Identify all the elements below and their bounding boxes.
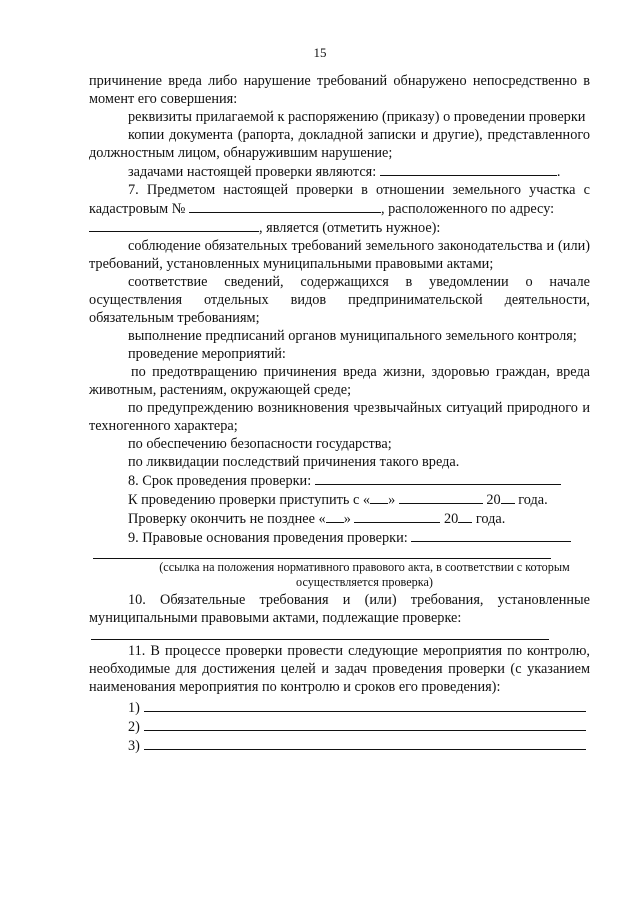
end-century: 20 xyxy=(444,511,459,527)
option-land-law-compliance: соблюдение обязательных требований земельного законодательства и (или) требований, установленных муниципальными правовыми актами; xyxy=(89,238,590,272)
end-month-blank xyxy=(354,509,440,523)
term-blank xyxy=(315,471,561,485)
option-measures-heading: проведение мероприятий: xyxy=(128,346,286,362)
cadastral-number-blank xyxy=(189,199,381,213)
legal-basis-rule xyxy=(93,558,551,559)
start-day-blank xyxy=(370,490,388,504)
section-8-start-date xyxy=(89,490,590,509)
document-body xyxy=(89,72,590,755)
measure-number-3: 3) xyxy=(128,738,140,754)
start-month-blank xyxy=(399,490,483,504)
start-date-label: К проведению проверки приступить с « xyxy=(128,492,371,508)
section-7-choose-label: , является (отметить нужное): xyxy=(259,220,441,236)
paragraph-inspection-tasks: задачами настоящей проверки являются: . xyxy=(128,164,561,180)
legal-basis-blank xyxy=(411,528,571,542)
option-state-security: по обеспечению безопасности государства; xyxy=(128,436,392,452)
page-number: 15 xyxy=(313,45,327,60)
paragraph-harm-detected: причинение вреда либо нарушение требований обнаружено непосредственно в момент его совершения: xyxy=(89,73,590,107)
section-7-label: 7. Предметом настоящей проверки в отношении земельного участка с кадастровым № xyxy=(89,182,590,217)
tasks-label: задачами настоящей проверки являются: xyxy=(128,164,377,180)
section-9-label: 9. Правовые основания проведения проверки: xyxy=(128,530,408,546)
start-quote-close: » xyxy=(388,492,396,508)
address-blank xyxy=(89,218,259,232)
section-8-label: 8. Срок проведения проверки: xyxy=(128,473,312,489)
measure-number-1: 1) xyxy=(128,700,140,716)
measure-blank-2 xyxy=(144,717,586,731)
start-year-blank xyxy=(501,490,515,504)
section-11-measures: 11. В процессе проверки провести следующие мероприятия по контролю, необходимые для достижения целей и задач проведения проверки (с указанием наименования мероприятия по контролю и сроков его проведения): xyxy=(89,643,590,695)
section-10-requirements: 10. Обязательные требования и (или) требования, установленные муниципальными правовыми актами, подлежащие проверке: xyxy=(89,592,590,626)
measure-item-3 xyxy=(89,736,590,755)
measure-item-1 xyxy=(89,698,590,717)
tasks-blank-line xyxy=(380,162,557,176)
end-year-blank xyxy=(458,509,472,523)
section-7-address-label: , расположенного по адресу: xyxy=(380,201,555,217)
measure-blank-3 xyxy=(144,736,586,750)
start-year-word: года. xyxy=(518,492,548,508)
section-7-address-line xyxy=(89,218,590,237)
measure-item-2 xyxy=(89,717,590,736)
section-8-term xyxy=(89,471,590,490)
section-8-end-date xyxy=(89,509,590,528)
section-9-legal-basis xyxy=(89,528,590,547)
requirements-rule xyxy=(91,639,549,640)
option-emergency-prevention: по предупреждению возникновения чрезвычайных ситуаций природного и техногенного характера; xyxy=(89,400,590,434)
section-7-subject xyxy=(89,181,590,218)
end-year-word: года. xyxy=(475,511,506,527)
option-notification-compliance: соответствие сведений, содержащихся в уведомлении о начале осуществления отдельных видов предпринимательской деятельности, обязательным требованиям; xyxy=(89,274,590,326)
end-day-blank xyxy=(326,509,344,523)
paragraph-document-copies: копии документа (рапорта, докладной записки и другие), представленного должностным лицом, обнаружившим нарушение; xyxy=(89,127,590,161)
end-date-label: Проверку окончить не позднее « xyxy=(128,511,326,527)
legal-basis-footnote: (ссылка на положения нормативного правового акта, в соответствии с которым осуществляется проверка) xyxy=(159,560,570,589)
end-quote-close: » xyxy=(343,511,351,527)
measure-number-2: 2) xyxy=(128,719,140,735)
start-century: 20 xyxy=(486,492,501,508)
option-harm-liquidation: по ликвидации последствий причинения такого вреда. xyxy=(128,454,460,470)
option-prescriptions-fulfillment: выполнение предписаний органов муниципального земельного контроля; xyxy=(128,328,577,344)
option-harm-prevention: по предотвращению причинения вреда жизни, здоровью граждан, вреда животным, растениям, окружающей среде; xyxy=(89,364,590,398)
paragraph-attached-requisites: реквизиты прилагаемой к распоряжению (приказу) о проведении проверки xyxy=(128,109,586,125)
measure-blank-1 xyxy=(144,698,586,712)
